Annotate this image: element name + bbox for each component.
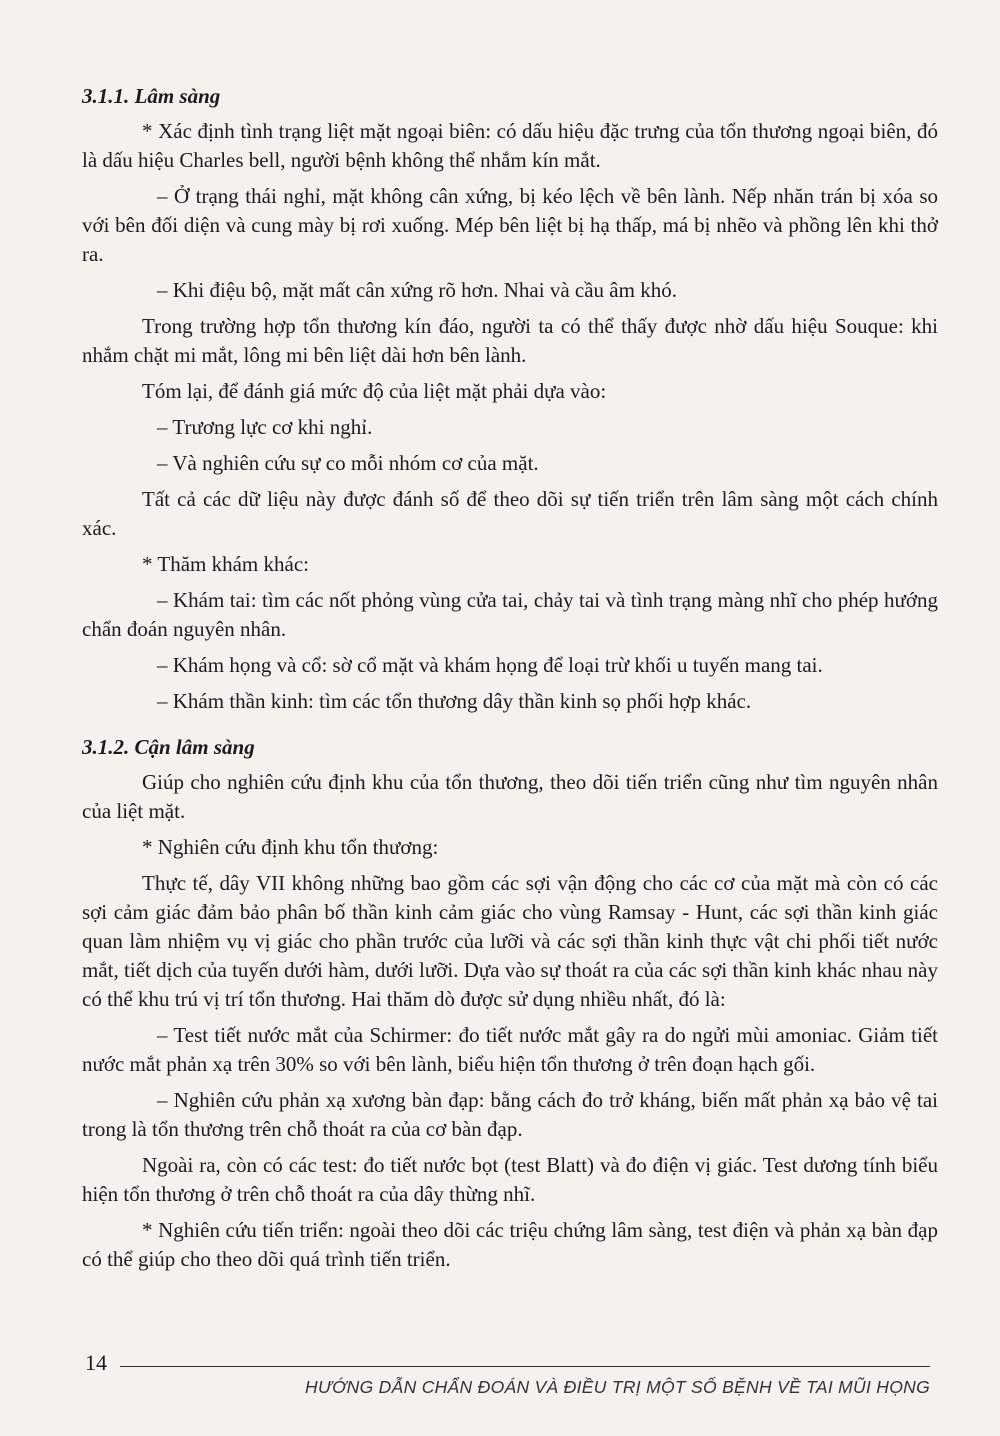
body-text bbox=[82, 82, 938, 1281]
running-title: HƯỚNG DẪN CHẨN ĐOÁN VÀ ĐIỀU TRỊ MỘT SỐ BỆNH VỀ TAI MŨI HỌNG bbox=[305, 1377, 930, 1397]
paragraph: * Nghiên cứu định khu tổn thương: bbox=[142, 835, 439, 859]
paragraph: – Và nghiên cứu sự co mỗi nhóm cơ của mặt. bbox=[157, 451, 539, 475]
paragraph: – Ở trạng thái nghỉ, mặt không cân xứng, bị kéo lệch về bên lành. Nếp nhăn trán bị xóa so với bên đối diện và cung mày bị rơi xuống. Mép bên liệt bị hạ thấp, má bị nhẽo và phồng lên khi thở ra. bbox=[82, 184, 938, 266]
paragraph: Ngoài ra, còn có các test: đo tiết nước bọt (test Blatt) và đo điện vị giác. Test dương tính biểu hiện tổn thương ở trên chỗ thoát ra của dây thừng nhĩ. bbox=[82, 1153, 938, 1206]
footer-divider bbox=[120, 1366, 930, 1367]
paragraph: * Xác định tình trạng liệt mặt ngoại biên: có dấu hiệu đặc trưng của tổn thương ngoại biên, đó là dấu hiệu Charles bell, người bệnh không thể nhắm kín mắt. bbox=[82, 119, 938, 172]
paragraph: Giúp cho nghiên cứu định khu của tổn thương, theo dõi tiến triển cũng như tìm nguyên nhân của liệt mặt. bbox=[82, 770, 938, 823]
paragraph: – Khi điệu bộ, mặt mất cân xứng rõ hơn. Nhai và cầu âm khó. bbox=[157, 278, 677, 302]
paragraph: – Khám tai: tìm các nốt phỏng vùng cửa tai, chảy tai và tình trạng màng nhĩ cho phép hướng chẩn đoán nguyên nhân. bbox=[82, 588, 938, 641]
paragraph: Tất cả các dữ liệu này được đánh số để theo dõi sự tiến triển trên lâm sàng một cách chính xác. bbox=[82, 487, 938, 540]
section-heading-clinical: 3.1.1. Lâm sàng bbox=[82, 84, 221, 108]
paragraph: – Nghiên cứu phản xạ xương bàn đạp: bằng cách đo trở kháng, biến mất phản xạ bảo vệ tai trong là tổn thương trên chỗ thoát ra của cơ bàn đạp. bbox=[82, 1088, 938, 1141]
paragraph: – Khám họng và cổ: sờ cổ mặt và khám họng để loại trừ khối u tuyến mang tai. bbox=[157, 653, 823, 677]
paragraph: * Nghiên cứu tiến triển: ngoài theo dõi các triệu chứng lâm sàng, test điện và phản xạ bàn đạp có thể giúp cho theo dõi quá trình tiến triển. bbox=[82, 1218, 938, 1271]
paragraph: – Trương lực cơ khi nghỉ. bbox=[157, 415, 373, 439]
section-heading-paraclinical: 3.1.2. Cận lâm sàng bbox=[82, 735, 255, 759]
paragraph: Thực tế, dây VII không những bao gồm các sợi vận động cho các cơ của mặt mà còn có các sợi cảm giác đảm bảo phân bố thần kinh cảm giác cho vùng Ramsay - Hunt, các sợi thần kinh giác quan làm nhiệm vụ vị giác cho phần trước của lưỡi và các sợi thần kinh thực vật chi phối tiết nước mắt, tiết dịch của tuyến dưới hàm, dưới lưỡi. Dựa vào sự thoát ra của các sợi thần kinh khác nhau này có thể khu trú vị trí tổn thương. Hai thăm dò được sử dụng nhiều nhất, đó là: bbox=[82, 871, 938, 1011]
paragraph: Tóm lại, để đánh giá mức độ của liệt mặt phải dựa vào: bbox=[142, 379, 607, 403]
paragraph: Trong trường hợp tổn thương kín đáo, người ta có thể thấy được nhờ dấu hiệu Souque: khi nhắm chặt mi mắt, lông mi bên liệt dài hơn bên lành. bbox=[82, 314, 938, 367]
paragraph: – Khám thần kinh: tìm các tổn thương dây thần kinh sọ phối hợp khác. bbox=[157, 689, 752, 713]
paragraph: * Thăm khám khác: bbox=[142, 552, 309, 576]
paragraph: – Test tiết nước mắt của Schirmer: đo tiết nước mắt gây ra do ngửi mùi amoniac. Giảm tiết nước mắt phản xạ trên 30% so với bên lành, biểu hiện tổn thương ở trên đoạn hạch gối. bbox=[82, 1023, 938, 1076]
page-number: 14 bbox=[85, 1350, 107, 1375]
